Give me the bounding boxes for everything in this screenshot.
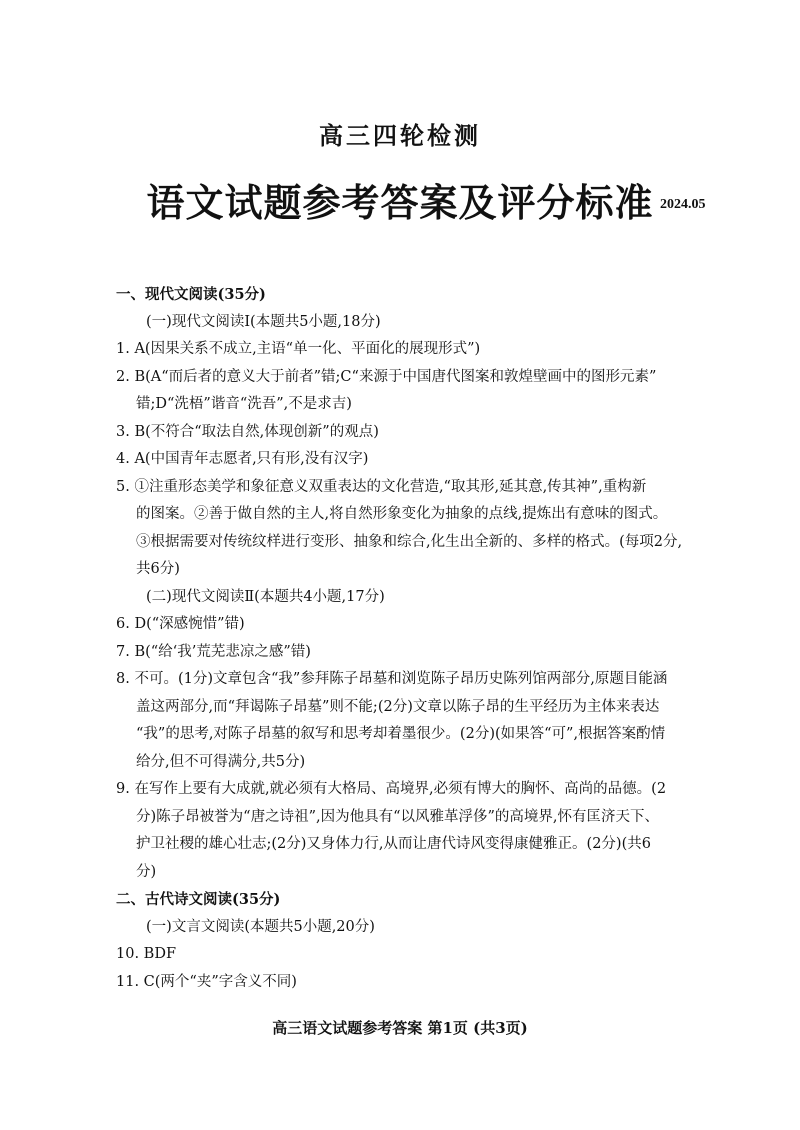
answer-item-5-line-1: 5. ①注重形态美学和象征意义双重表达的文化营造,“取其形,延其意,传其神”,重构新	[116, 478, 647, 495]
answer-item-4: 4. A(中国青年志愿者,只有形,没有汉字)	[116, 451, 369, 467]
answer-item-5-line-2: 的图案。②善于做自然的主人,将自然形象变化为抽象的点线,提炼出有意味的图式。	[136, 506, 668, 522]
section-heading-modern-reading: 一、现代文阅读(35分)	[116, 286, 266, 303]
answer-item-6: 6. D(“深感惋惜”错)	[116, 616, 245, 632]
answer-item-1: 1. A(因果关系不成立,主语“单一化、平面化的展现形式”)	[116, 341, 481, 357]
subsection-heading-reading-1: (一)现代文阅读Ⅰ(本题共5小题,18分)	[146, 313, 381, 330]
answer-item-9-line-2: 分)陈子昂被誉为“唐之诗祖”,因为他具有“以风雅革浮侈”的高境界,怀有匡济天下、	[136, 808, 660, 825]
section-heading-classical-reading: 二、古代诗文阅读(35分)	[116, 891, 281, 908]
answer-item-8-line-1: 8. 不可。(1分)文章包含“我”参拜陈子昂墓和浏览陈子昂历史陈列馆两部分,原题目能涵	[116, 671, 668, 687]
answer-item-5-line-3: ③根据需要对传统纹样进行变形、抽象和综合,化生出全新的、多样的格式。(每项2分,	[136, 533, 683, 550]
answer-item-9-line-4: 分)	[136, 863, 157, 880]
document-title: 语文试题参考答案及评分标准	[146, 180, 654, 225]
answer-item-9-line-1: 9. 在写作上要有大成就,就必须有大格局、高境界,必须有博大的胸怀、高尚的品德。(2	[116, 781, 667, 797]
answer-item-8-line-4: 给分,但不可得满分,共5分)	[136, 753, 306, 770]
page-footer: 高三语文试题参考答案 第1页 (共3页)	[272, 1019, 528, 1037]
exam-round-title: 高三四轮检测	[319, 121, 481, 150]
answer-item-8-line-2: 盖这两部分,而“拜谒陈子昂墓”则不能;(2分)文章以陈子昂的生平经历为主体来表达	[136, 698, 660, 715]
answer-item-2-line-2: 错;D“洗梧”谐音“洗吾”,不是求吉)	[136, 396, 352, 412]
document-date: 2024.05	[660, 197, 706, 212]
answer-item-3: 3. B(不符合“取法自然,体现创新”的观点)	[116, 423, 379, 440]
answer-item-10: 10. BDF	[116, 946, 177, 962]
answer-content	[116, 281, 728, 996]
answer-item-8-line-3: “我”的思考,对陈子昂墓的叙写和思考却着墨很少。(2分)(如果答“可”,根据答案酌情	[136, 726, 666, 742]
subsection-heading-reading-2: (二)现代文阅读Ⅱ(本题共4小题,17分)	[146, 588, 385, 605]
subsection-heading-classical-prose: (一)文言文阅读(本题共5小题,20分)	[146, 918, 375, 935]
answer-item-5-line-4: 共6分)	[136, 561, 180, 577]
answer-item-7: 7. B(“给‘我’荒芜悲凉之感”错)	[116, 643, 311, 660]
answer-item-2-line-1: 2. B(A“而后者的意义大于前者”错;C“来源于中国唐代图案和敦煌壁画中的图形元素”	[116, 368, 657, 385]
answer-item-9-line-3: 护卫社稷的雄心壮志;(2分)又身体力行,从而让唐代诗风变得康健雅正。(2分)(共6	[136, 836, 651, 852]
answer-item-11: 11. C(两个“夹”字含义不同)	[116, 973, 297, 990]
